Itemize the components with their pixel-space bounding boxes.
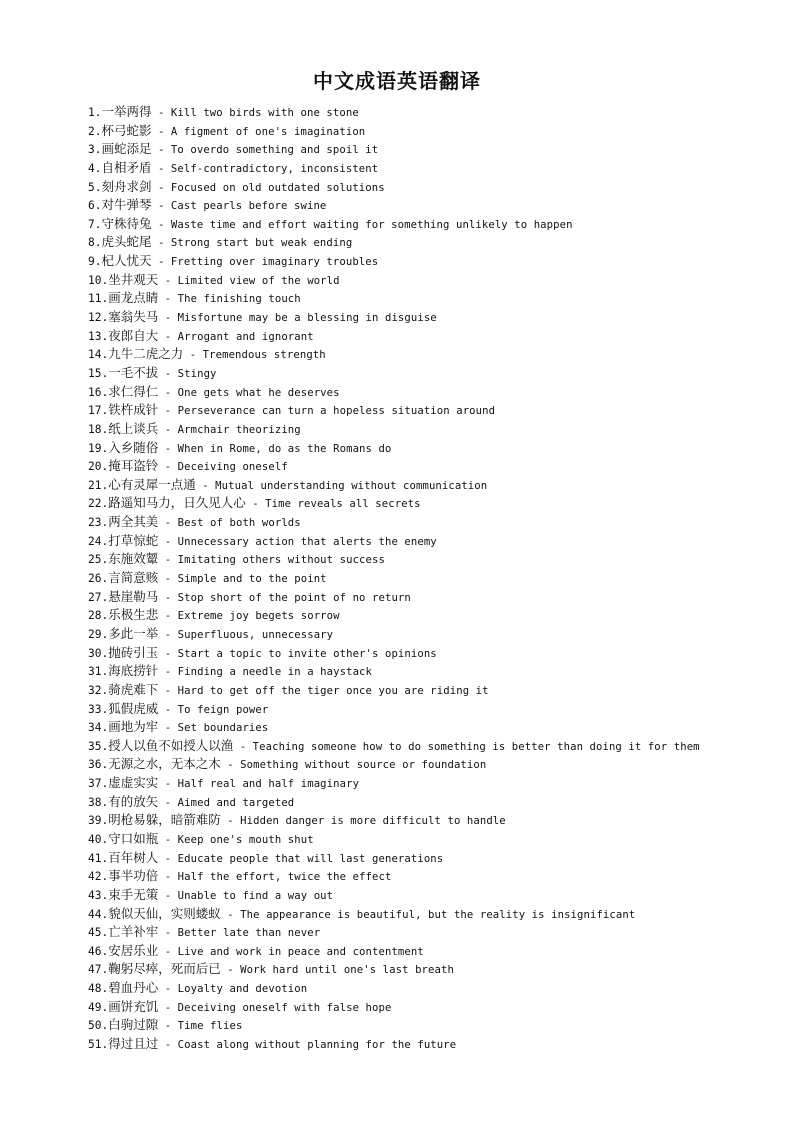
list-item [88,401,700,420]
list-item [88,569,700,588]
english-translation: - Kill two birds with one stone [151,107,359,119]
list-item [88,178,700,197]
document-title: 中文成语英语翻译 [313,69,481,93]
list-item [88,252,700,271]
item-number: 13. [88,329,109,343]
item-number: 20. [88,460,109,474]
list-item [88,308,700,327]
item-number: 18. [88,422,109,436]
english-translation: - Focused on old outdated solutions [151,181,385,194]
chinese-idiom: 画龙点睛 [108,290,159,306]
english-translation: - Live and work in peace and contentment [158,945,424,958]
english-translation: - Keep one's mouth shut [158,833,314,846]
english-translation: - Deceiving oneself [158,461,288,474]
list-item [88,960,700,979]
list-item [88,327,700,346]
item-number: 25. [88,553,109,567]
chinese-idiom: 百年树人 [108,849,159,865]
english-translation: - Finding a needle in a haystack [158,666,373,679]
item-number: 4. [88,161,102,175]
chinese-idiom: 心有灵犀一点通 [108,476,196,492]
chinese-idiom: 授人以鱼不如授人以渔 [108,737,234,753]
item-number: 12. [88,311,109,325]
list-item [88,905,700,924]
chinese-idiom: 安居乐业 [108,942,159,958]
item-number: 39. [88,814,109,828]
list-item [88,606,700,625]
english-translation: - Start a topic to invite other's opinions [158,647,437,660]
chinese-idiom: 白驹过隙 [108,1017,159,1033]
list-item [88,625,700,644]
item-number: 40. [88,832,109,846]
item-number: 34. [88,721,109,735]
list-item [88,364,700,383]
chinese-idiom: 鞠躬尽瘁，死而后已 [108,961,221,977]
item-number: 51. [88,1038,109,1052]
english-translation: - Educate people that will last generations [158,852,444,865]
chinese-idiom: 纸上谈兵 [108,420,159,436]
english-translation: - Armchair theorizing [158,423,301,436]
item-number: 8. [88,236,102,250]
list-item [88,457,700,476]
item-number: 38. [88,795,109,809]
english-translation: - Perseverance can turn a hopeless situation around [158,405,496,418]
list-item [88,923,700,942]
list-item [88,383,700,402]
item-number: 33. [88,702,109,716]
english-translation: - Set boundaries [158,722,269,735]
list-item [88,830,700,849]
list-item [88,700,700,719]
english-translation: - Work hard until one's last breath [220,964,454,977]
list-item [88,755,700,774]
english-translation: - The appearance is beautiful, but the reality is insignificant [220,908,636,921]
chinese-idiom: 守口如瓶 [108,830,159,846]
item-number: 17. [88,404,109,418]
item-number: 27. [88,590,109,604]
chinese-idiom: 打草惊蛇 [108,532,159,548]
list-item [88,289,700,308]
item-number: 43. [88,888,109,902]
item-number: 46. [88,944,109,958]
chinese-idiom: 骑虎难下 [108,681,159,697]
item-number: 41. [88,851,109,865]
english-translation: - Something without source or foundation [220,759,487,772]
chinese-idiom: 夜郎自大 [108,327,159,343]
chinese-idiom: 一举两得 [101,104,152,119]
english-translation: - Tremendous strength [183,349,326,362]
list-item [88,420,700,439]
item-number: 21. [88,478,109,492]
item-number: 26. [88,572,109,586]
chinese-idiom: 杯弓蛇影 [101,122,152,138]
chinese-idiom: 对牛弹琴 [101,197,152,213]
chinese-idiom: 悬崖勒马 [108,588,159,604]
chinese-idiom: 两全其美 [108,514,159,530]
chinese-idiom: 入乡随俗 [108,439,159,455]
english-translation: - Hidden danger is more difficult to handle [220,815,506,828]
item-number: 36. [88,758,109,772]
list-item [88,998,700,1017]
item-number: 2. [88,124,102,138]
list-item [88,681,700,700]
item-number: 15. [88,366,109,380]
item-number: 11. [88,292,109,306]
item-number: 5. [88,180,102,194]
item-number: 16. [88,385,109,399]
list-item [88,532,700,551]
list-item [88,345,700,364]
english-translation: - Aimed and targeted [158,796,295,809]
list-item [88,233,700,252]
list-item [88,494,700,513]
list-item [88,103,700,122]
list-item [88,849,700,868]
chinese-idiom: 塞翁失马 [108,309,159,325]
chinese-idiom: 画蛇添足 [101,141,152,157]
item-number: 7. [88,217,102,231]
chinese-idiom: 掩耳盗铃 [108,458,159,474]
english-translation: - Half the effort, twice the effect [158,871,392,884]
chinese-idiom: 多此一举 [108,625,159,641]
list-item [88,737,700,756]
english-translation: - Superfluous, unnecessary [158,628,334,641]
chinese-idiom: 束手无策 [108,886,159,902]
list-item [88,718,700,737]
english-translation: - When in Rome, do as the Romans do [158,442,392,455]
english-translation: - Time reveals all secrets [245,498,421,511]
chinese-idiom: 画饼充饥 [108,998,159,1014]
item-number: 50. [88,1019,109,1033]
english-translation: - Half real and half imaginary [158,778,360,791]
chinese-idiom: 自相矛盾 [101,159,152,175]
chinese-idiom: 言简意赅 [108,570,159,586]
item-number: 31. [88,665,109,679]
chinese-idiom: 守株待兔 [101,215,152,231]
item-number: 45. [88,926,109,940]
list-item [88,215,700,234]
idiom-list [88,103,700,1054]
chinese-idiom: 得过且过 [108,1036,159,1052]
english-translation: - The finishing touch [158,293,301,306]
chinese-idiom: 有的放矢 [108,793,159,809]
list-item [88,644,700,663]
english-translation: - Unnecessary action that alerts the enemy [158,535,437,548]
chinese-idiom: 亡羊补牢 [108,924,159,940]
chinese-idiom: 明枪易躲，暗箭难防 [108,812,221,828]
english-translation: - Imitating others without success [158,554,385,567]
item-number: 10. [88,273,109,287]
english-translation: - Fretting over imaginary troubles [151,256,379,269]
item-number: 48. [88,982,109,996]
item-number: 22. [88,497,109,511]
chinese-idiom: 无源之水，无本之木 [108,756,221,772]
chinese-idiom: 事半功倍 [108,868,159,884]
list-item [88,271,700,290]
list-item [88,1016,700,1035]
list-item [88,476,700,495]
chinese-idiom: 杞人忧天 [101,253,152,269]
list-item [88,588,700,607]
chinese-idiom: 碧血丹心 [108,980,159,996]
item-number: 9. [88,255,102,269]
english-translation: - Extreme joy begets sorrow [158,610,340,623]
english-translation: - Teaching someone how to do something is better than doing it for them [233,740,700,753]
chinese-idiom: 画地为牢 [108,719,159,735]
english-translation: - Misfortune may be a blessing in disguise [158,312,437,325]
item-number: 3. [88,143,102,157]
chinese-idiom: 海底捞针 [108,663,159,679]
english-translation: - Waste time and effort waiting for something unlikely to happen [151,218,573,231]
list-item [88,140,700,159]
english-translation: - Stop short of the point of no return [158,591,411,604]
english-translation: - Limited view of the world [158,274,340,287]
item-number: 1. [88,106,102,119]
list-item [88,196,700,215]
item-number: 14. [88,348,109,362]
item-number: 6. [88,199,102,213]
list-item [88,811,700,830]
list-item [88,886,700,905]
list-item [88,159,700,178]
chinese-idiom: 九牛二虎之力 [108,346,184,362]
english-translation: - Loyalty and devotion [158,983,308,996]
item-number: 35. [88,739,109,753]
english-translation: - A figment of one's imagination [151,125,366,138]
chinese-idiom: 东施效颦 [108,551,159,567]
english-translation: - To feign power [158,703,269,716]
list-item [88,662,700,681]
item-number: 29. [88,627,109,641]
english-translation: - Strong start but weak ending [151,237,353,250]
item-number: 19. [88,441,109,455]
item-number: 30. [88,646,109,660]
item-number: 47. [88,963,109,977]
list-item [88,439,700,458]
english-translation: - Deceiving oneself with false hope [158,1001,392,1014]
chinese-idiom: 貌似天仙，实则蝼蚁 [108,905,221,921]
list-item [88,550,700,569]
list-item [88,513,700,532]
item-number: 37. [88,777,109,791]
chinese-idiom: 刻舟求剑 [101,178,152,194]
chinese-idiom: 铁杵成针 [108,402,159,418]
english-translation: - Cast pearls before swine [151,200,327,213]
list-item [88,774,700,793]
english-translation: - Time flies [158,1020,243,1033]
english-translation: - Better late than never [158,927,321,940]
chinese-idiom: 抛砖引玉 [108,644,159,660]
english-translation: - Hard to get off the tiger once you are riding it [158,684,489,697]
list-item [88,1035,700,1054]
item-number: 44. [88,907,109,921]
list-item [88,942,700,961]
list-item [88,122,700,141]
english-translation: - Coast along without planning for the future [158,1039,457,1052]
english-translation: - To overdo something and spoil it [151,144,379,157]
list-item [88,979,700,998]
list-item [88,793,700,812]
chinese-idiom: 虚虚实实 [108,775,159,791]
item-number: 32. [88,683,109,697]
english-translation: - Best of both worlds [158,517,301,530]
english-translation: - Simple and to the point [158,573,327,586]
list-item [88,867,700,886]
english-translation: - Arrogant and ignorant [158,330,314,343]
english-translation: - Mutual understanding without communication [195,479,488,492]
item-number: 28. [88,609,109,623]
item-number: 23. [88,516,109,530]
chinese-idiom: 坐井观天 [108,271,159,287]
chinese-idiom: 虎头蛇尾 [101,234,152,250]
chinese-idiom: 一毛不拔 [108,364,159,380]
item-number: 42. [88,870,109,884]
chinese-idiom: 求仁得仁 [108,383,159,399]
english-translation: - Stingy [158,367,217,380]
chinese-idiom: 狐假虎威 [108,700,159,716]
item-number: 24. [88,534,109,548]
english-translation: - One gets what he deserves [158,386,340,399]
item-number: 49. [88,1000,109,1014]
english-translation: - Unable to find a way out [158,889,334,902]
english-translation: - Self-contradictory, inconsistent [151,162,379,175]
chinese-idiom: 乐极生悲 [108,607,159,623]
chinese-idiom: 路遥知马力，日久见人心 [108,495,246,511]
